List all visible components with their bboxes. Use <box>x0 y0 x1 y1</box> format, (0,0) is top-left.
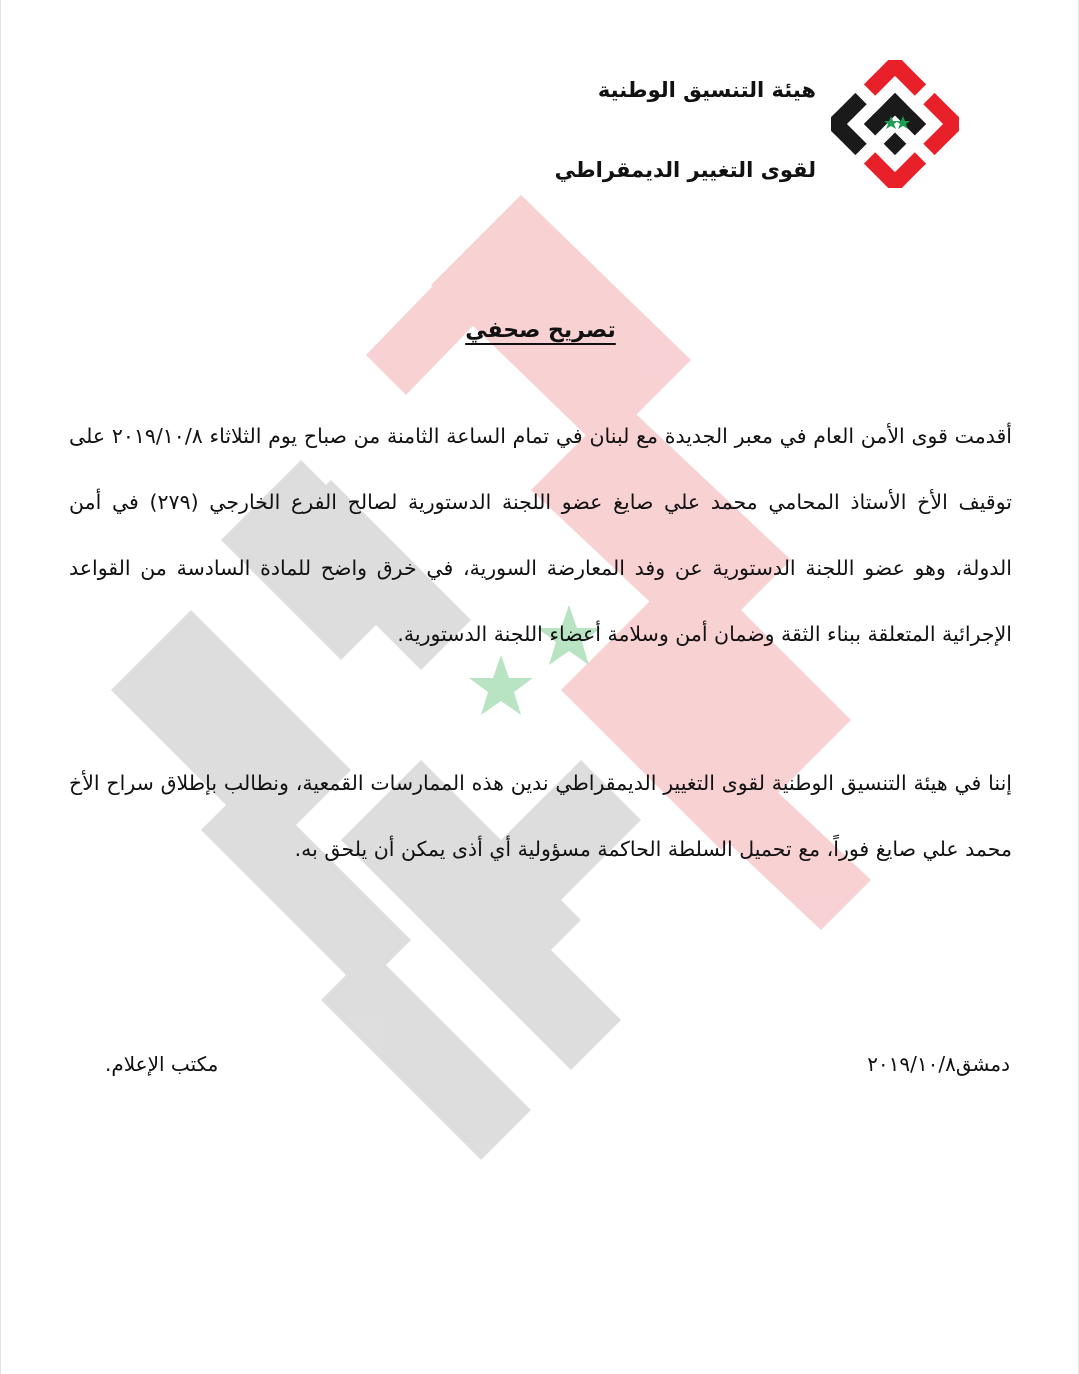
statement-title: تصريح صحفي <box>465 318 616 343</box>
watermark-logo-icon <box>1 0 1079 1374</box>
organization-name-line-1: هيئة التنسيق الوطنية <box>597 78 816 102</box>
organization-logo-icon <box>831 60 959 188</box>
statement-paragraph-1: أقدمت قوى الأمن العام في معبر الجديدة مع لبنان في تمام الساعة الثامنة من صباح يوم الثلاثاء ٢٠١٩/١٠/٨ على توقيف الأخ الأستاذ المحامي محمد علي صايغ عضو اللجنة الدستورية لصالح الفرع الخارجي (٢٧٩) في أمن الدولة، وهو عضو اللجنة الدستورية عن وفد المعارضة السورية، في خرق واضح للمادة السادسة من القواعد الإجرائية المتعلقة ببناء الثقة وضمان أمن وسلامة أعضاء اللجنة الدستورية. <box>69 423 1012 646</box>
statement-paragraph-2: إننا في هيئة التنسيق الوطنية لقوى التغيير الديمقراطي ندين هذه الممارسات القمعية، ونطالب بإطلاق سراح الأخ محمد علي صايغ فوراً، مع تحميل السلطة الحاكمة مسؤولية أي أذى يمكن أن يلحق به. <box>69 770 1012 861</box>
place-and-date: دمشق٢٠١٩/١٠/٨ <box>867 1052 1010 1076</box>
organization-name-line-2: لقوى التغيير الديمقراطي <box>554 158 816 182</box>
issuing-office-signature: مكتب الإعلام. <box>105 1052 219 1076</box>
